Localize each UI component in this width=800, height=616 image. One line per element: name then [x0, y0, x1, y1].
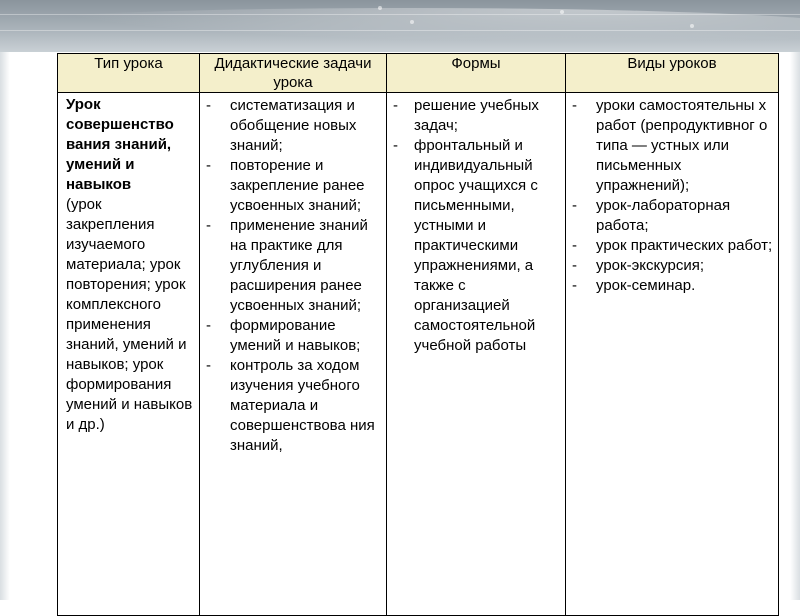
side-shade — [0, 52, 10, 600]
dash-bullet: - — [393, 137, 398, 154]
lesson-type-subtypes: (урок закрепления изучаемого материала; урок повторения; урок комплексного применения знаний, умений и навыков; урок формирования умений и навыков и др.) — [66, 196, 193, 433]
decor-dot — [690, 24, 694, 28]
list-item-text: систематизация и обобщение новых знаний; — [230, 97, 357, 154]
forms-cell — [387, 93, 566, 616]
decor-dot — [410, 20, 414, 24]
side-shade — [790, 52, 800, 600]
list-item-text: урок-семинар. — [596, 277, 696, 294]
band-line — [0, 14, 800, 15]
dash-bullet: - — [572, 97, 577, 114]
lesson-types-table — [57, 53, 779, 616]
list-item-text: применение знаний на практике для углубления и расширения ранее усвоенных знаний; — [230, 217, 368, 314]
list-item — [200, 156, 382, 216]
header-lesson-type: Тип урока — [58, 54, 200, 93]
lesson-kinds-cell — [566, 93, 779, 616]
list-item-text: контроль за ходом изучения учебного материала и совершенствова ния знаний, — [230, 357, 375, 454]
list-item-text: повторение и закрепление ранее усвоенных знаний; — [230, 157, 365, 214]
lesson-kinds-list — [566, 93, 778, 296]
header-didactic-tasks: Дидактические задачи урока — [200, 54, 387, 93]
dash-bullet: - — [206, 357, 211, 374]
dash-bullet: - — [572, 277, 577, 294]
list-item — [200, 356, 382, 456]
decor-dot — [560, 10, 564, 14]
table-row — [58, 93, 779, 616]
list-item-text: урок практических работ; — [596, 237, 773, 254]
list-item — [566, 96, 774, 196]
didactic-tasks-cell — [200, 93, 387, 616]
header-lesson-kinds: Виды уроков — [566, 54, 779, 93]
dash-bullet: - — [572, 257, 577, 274]
lesson-type-title: Урок совершенство вания знаний, умений и навыков — [66, 96, 174, 193]
list-item — [566, 196, 774, 236]
didactic-tasks-list — [200, 93, 386, 456]
forms-list — [387, 93, 565, 356]
list-item — [566, 256, 774, 276]
dash-bullet: - — [206, 217, 211, 234]
dash-bullet: - — [206, 157, 211, 174]
list-item-text: решение учебных задач; — [414, 97, 539, 134]
list-item-text: формирование умений и навыков; — [230, 317, 361, 354]
dash-bullet: - — [206, 317, 211, 334]
list-item — [200, 216, 382, 316]
list-item — [200, 96, 382, 156]
dash-bullet: - — [572, 197, 577, 214]
list-item-text: урок-экскурсия; — [596, 257, 705, 274]
list-item — [566, 236, 774, 256]
list-item — [387, 96, 561, 136]
header-decoration-band — [0, 0, 800, 52]
list-item — [566, 276, 774, 296]
list-item — [387, 136, 561, 356]
dash-bullet: - — [572, 237, 577, 254]
dash-bullet: - — [393, 97, 398, 114]
band-line — [0, 30, 800, 31]
list-item-text: фронтальный и индивидуальный опрос учащихся с письменными, устными и практическими упражнениями, а также с организацией самостоятельной учебной работы — [414, 137, 538, 354]
header-forms: Формы — [387, 54, 566, 93]
list-item — [200, 316, 382, 356]
table-header-row — [58, 54, 779, 93]
decor-dot — [378, 6, 382, 10]
lesson-type-cell — [58, 93, 200, 616]
dash-bullet: - — [206, 97, 211, 114]
list-item-text: урок-лабораторная работа; — [596, 197, 731, 234]
list-item-text: уроки самостоятельны х работ (репродуктивног о типа — устных или письменных упражнений); — [596, 97, 768, 194]
